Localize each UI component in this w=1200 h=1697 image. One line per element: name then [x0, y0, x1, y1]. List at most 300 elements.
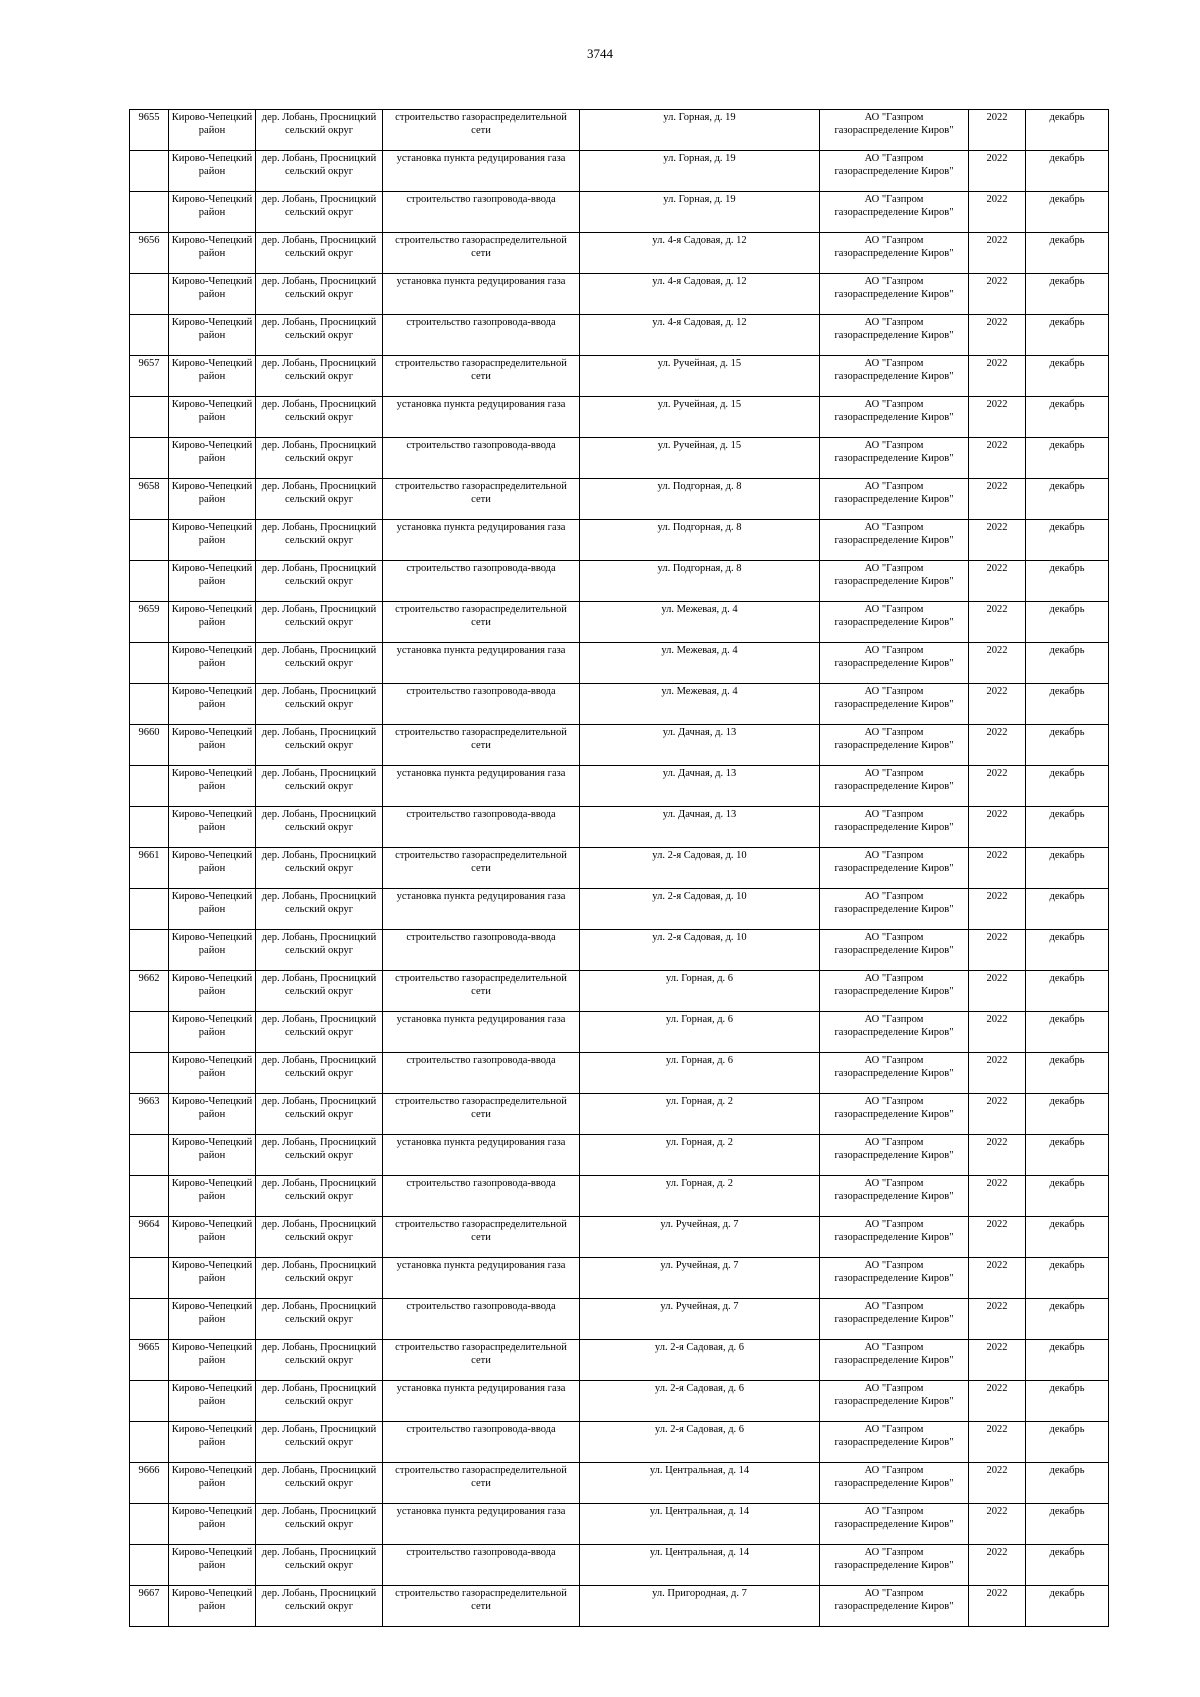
year-cell: 2022 — [969, 520, 1026, 561]
month-cell: декабрь — [1026, 807, 1109, 848]
locality-cell: дер. Лобань, Просницкий сельский округ — [256, 1586, 383, 1627]
month-cell: декабрь — [1026, 479, 1109, 520]
locality-cell: дер. Лобань, Просницкий сельский округ — [256, 1053, 383, 1094]
table-row — [130, 684, 1109, 725]
district-cell: Кирово-Чепецкий район — [169, 1299, 256, 1340]
month-cell: декабрь — [1026, 930, 1109, 971]
work-type-cell: установка пункта редуцирования газа — [383, 889, 580, 930]
year-cell: 2022 — [969, 1053, 1026, 1094]
object-number-cell — [130, 766, 169, 807]
work-type-cell: строительство газопровода-ввода — [383, 1176, 580, 1217]
organization-cell: АО "Газпром газораспределение Киров" — [820, 1094, 969, 1135]
work-type-cell: установка пункта редуцирования газа — [383, 274, 580, 315]
locality-cell: дер. Лобань, Просницкий сельский округ — [256, 971, 383, 1012]
district-cell: Кирово-Чепецкий район — [169, 848, 256, 889]
organization-cell: АО "Газпром газораспределение Киров" — [820, 1545, 969, 1586]
district-cell: Кирово-Чепецкий район — [169, 725, 256, 766]
month-cell: декабрь — [1026, 1422, 1109, 1463]
address-cell: ул. Ручейная, д. 7 — [580, 1258, 820, 1299]
address-cell: ул. 2-я Садовая, д. 10 — [580, 930, 820, 971]
month-cell: декабрь — [1026, 1340, 1109, 1381]
table-row — [130, 1381, 1109, 1422]
month-cell: декабрь — [1026, 1299, 1109, 1340]
organization-cell: АО "Газпром газораспределение Киров" — [820, 397, 969, 438]
year-cell: 2022 — [969, 1381, 1026, 1422]
organization-cell: АО "Газпром газораспределение Киров" — [820, 192, 969, 233]
object-number-cell — [130, 643, 169, 684]
organization-cell: АО "Газпром газораспределение Киров" — [820, 725, 969, 766]
object-number-cell: 9656 — [130, 233, 169, 274]
year-cell: 2022 — [969, 889, 1026, 930]
organization-cell: АО "Газпром газораспределение Киров" — [820, 1586, 969, 1627]
locality-cell: дер. Лобань, Просницкий сельский округ — [256, 315, 383, 356]
table-row — [130, 848, 1109, 889]
month-cell: декабрь — [1026, 561, 1109, 602]
year-cell: 2022 — [969, 233, 1026, 274]
year-cell: 2022 — [969, 110, 1026, 151]
object-number-cell: 9660 — [130, 725, 169, 766]
work-type-cell: установка пункта редуцирования газа — [383, 520, 580, 561]
work-type-cell: строительство газораспределительной сети — [383, 1463, 580, 1504]
object-number-cell — [130, 1381, 169, 1422]
table-row — [130, 1340, 1109, 1381]
table-row — [130, 274, 1109, 315]
work-type-cell: установка пункта редуцирования газа — [383, 1381, 580, 1422]
year-cell: 2022 — [969, 1545, 1026, 1586]
month-cell: декабрь — [1026, 1094, 1109, 1135]
locality-cell: дер. Лобань, Просницкий сельский округ — [256, 1340, 383, 1381]
object-number-cell — [130, 1258, 169, 1299]
organization-cell: АО "Газпром газораспределение Киров" — [820, 274, 969, 315]
work-type-cell: строительство газопровода-ввода — [383, 1545, 580, 1586]
organization-cell: АО "Газпром газораспределение Киров" — [820, 561, 969, 602]
work-type-cell: строительство газопровода-ввода — [383, 438, 580, 479]
month-cell: декабрь — [1026, 684, 1109, 725]
work-type-cell: строительство газораспределительной сети — [383, 971, 580, 1012]
table-row — [130, 233, 1109, 274]
locality-cell: дер. Лобань, Просницкий сельский округ — [256, 1422, 383, 1463]
month-cell: декабрь — [1026, 151, 1109, 192]
object-number-cell — [130, 807, 169, 848]
address-cell: ул. Ручейная, д. 7 — [580, 1217, 820, 1258]
organization-cell: АО "Газпром газораспределение Киров" — [820, 1176, 969, 1217]
locality-cell: дер. Лобань, Просницкий сельский округ — [256, 807, 383, 848]
work-type-cell: установка пункта редуцирования газа — [383, 643, 580, 684]
year-cell: 2022 — [969, 1299, 1026, 1340]
table-row — [130, 1176, 1109, 1217]
year-cell: 2022 — [969, 315, 1026, 356]
locality-cell: дер. Лобань, Просницкий сельский округ — [256, 1176, 383, 1217]
locality-cell: дер. Лобань, Просницкий сельский округ — [256, 479, 383, 520]
locality-cell: дер. Лобань, Просницкий сельский округ — [256, 1381, 383, 1422]
district-cell: Кирово-Чепецкий район — [169, 1012, 256, 1053]
table-row — [130, 1012, 1109, 1053]
year-cell: 2022 — [969, 397, 1026, 438]
page-number: 3744 — [587, 46, 613, 61]
table-row — [130, 1258, 1109, 1299]
address-cell: ул. 2-я Садовая, д. 6 — [580, 1422, 820, 1463]
year-cell: 2022 — [969, 1504, 1026, 1545]
address-cell: ул. Центральная, д. 14 — [580, 1545, 820, 1586]
district-cell: Кирово-Чепецкий район — [169, 233, 256, 274]
locality-cell: дер. Лобань, Просницкий сельский округ — [256, 520, 383, 561]
object-number-cell — [130, 397, 169, 438]
table-row — [130, 1094, 1109, 1135]
district-cell: Кирово-Чепецкий район — [169, 807, 256, 848]
object-number-cell — [130, 1053, 169, 1094]
district-cell: Кирово-Чепецкий район — [169, 274, 256, 315]
district-cell: Кирово-Чепецкий район — [169, 1217, 256, 1258]
address-cell: ул. Ручейная, д. 7 — [580, 1299, 820, 1340]
district-cell: Кирово-Чепецкий район — [169, 1340, 256, 1381]
object-number-cell — [130, 1176, 169, 1217]
object-number-cell: 9659 — [130, 602, 169, 643]
table-row — [130, 1053, 1109, 1094]
object-number-cell: 9664 — [130, 1217, 169, 1258]
month-cell: декабрь — [1026, 1504, 1109, 1545]
object-number-cell — [130, 889, 169, 930]
locality-cell: дер. Лобань, Просницкий сельский округ — [256, 192, 383, 233]
locality-cell: дер. Лобань, Просницкий сельский округ — [256, 438, 383, 479]
organization-cell: АО "Газпром газораспределение Киров" — [820, 1504, 969, 1545]
locality-cell: дер. Лобань, Просницкий сельский округ — [256, 1504, 383, 1545]
district-cell: Кирово-Чепецкий район — [169, 315, 256, 356]
organization-cell: АО "Газпром газораспределение Киров" — [820, 110, 969, 151]
organization-cell: АО "Газпром газораспределение Киров" — [820, 889, 969, 930]
work-type-cell: установка пункта редуцирования газа — [383, 1135, 580, 1176]
table-row — [130, 356, 1109, 397]
organization-cell: АО "Газпром газораспределение Киров" — [820, 356, 969, 397]
object-number-cell: 9661 — [130, 848, 169, 889]
table-row — [130, 438, 1109, 479]
organization-cell: АО "Газпром газораспределение Киров" — [820, 151, 969, 192]
work-type-cell: строительство газораспределительной сети — [383, 356, 580, 397]
table-row — [130, 1299, 1109, 1340]
year-cell: 2022 — [969, 561, 1026, 602]
organization-cell: АО "Газпром газораспределение Киров" — [820, 1258, 969, 1299]
work-type-cell: строительство газопровода-ввода — [383, 1053, 580, 1094]
organization-cell: АО "Газпром газораспределение Киров" — [820, 766, 969, 807]
table-row — [130, 1135, 1109, 1176]
work-type-cell: строительство газопровода-ввода — [383, 930, 580, 971]
organization-cell: АО "Газпром газораспределение Киров" — [820, 602, 969, 643]
district-cell: Кирово-Чепецкий район — [169, 479, 256, 520]
month-cell: декабрь — [1026, 1463, 1109, 1504]
organization-cell: АО "Газпром газораспределение Киров" — [820, 233, 969, 274]
month-cell: декабрь — [1026, 643, 1109, 684]
table-row — [130, 725, 1109, 766]
year-cell: 2022 — [969, 643, 1026, 684]
month-cell: декабрь — [1026, 233, 1109, 274]
registry-table — [129, 109, 1109, 1627]
organization-cell: АО "Газпром газораспределение Киров" — [820, 643, 969, 684]
address-cell: ул. Горная, д. 6 — [580, 1053, 820, 1094]
district-cell: Кирово-Чепецкий район — [169, 1176, 256, 1217]
address-cell: ул. Горная, д. 19 — [580, 192, 820, 233]
address-cell: ул. Дачная, д. 13 — [580, 725, 820, 766]
district-cell: Кирово-Чепецкий район — [169, 1381, 256, 1422]
table-row — [130, 315, 1109, 356]
district-cell: Кирово-Чепецкий район — [169, 1586, 256, 1627]
work-type-cell: строительство газопровода-ввода — [383, 1299, 580, 1340]
object-number-cell — [130, 1422, 169, 1463]
object-number-cell: 9667 — [130, 1586, 169, 1627]
locality-cell: дер. Лобань, Просницкий сельский округ — [256, 1463, 383, 1504]
month-cell: декабрь — [1026, 602, 1109, 643]
month-cell: декабрь — [1026, 397, 1109, 438]
address-cell: ул. 2-я Садовая, д. 10 — [580, 889, 820, 930]
month-cell: декабрь — [1026, 1176, 1109, 1217]
organization-cell: АО "Газпром газораспределение Киров" — [820, 1012, 969, 1053]
year-cell: 2022 — [969, 192, 1026, 233]
object-number-cell: 9663 — [130, 1094, 169, 1135]
address-cell: ул. Центральная, д. 14 — [580, 1504, 820, 1545]
year-cell: 2022 — [969, 1012, 1026, 1053]
work-type-cell: строительство газораспределительной сети — [383, 602, 580, 643]
object-number-cell — [130, 684, 169, 725]
work-type-cell: строительство газораспределительной сети — [383, 1586, 580, 1627]
organization-cell: АО "Газпром газораспределение Киров" — [820, 1422, 969, 1463]
month-cell: декабрь — [1026, 971, 1109, 1012]
address-cell: ул. Горная, д. 2 — [580, 1094, 820, 1135]
table-row — [130, 1545, 1109, 1586]
address-cell: ул. Горная, д. 19 — [580, 151, 820, 192]
table-row — [130, 561, 1109, 602]
object-number-cell — [130, 520, 169, 561]
object-number-cell — [130, 274, 169, 315]
table-row — [130, 1217, 1109, 1258]
object-number-cell: 9658 — [130, 479, 169, 520]
registry-body — [130, 110, 1109, 1627]
address-cell: ул. 2-я Садовая, д. 6 — [580, 1381, 820, 1422]
year-cell: 2022 — [969, 930, 1026, 971]
locality-cell: дер. Лобань, Просницкий сельский округ — [256, 725, 383, 766]
address-cell: ул. Горная, д. 6 — [580, 971, 820, 1012]
locality-cell: дер. Лобань, Просницкий сельский округ — [256, 356, 383, 397]
district-cell: Кирово-Чепецкий район — [169, 684, 256, 725]
organization-cell: АО "Газпром газораспределение Киров" — [820, 1381, 969, 1422]
table-row — [130, 807, 1109, 848]
address-cell: ул. Подгорная, д. 8 — [580, 520, 820, 561]
locality-cell: дер. Лобань, Просницкий сельский округ — [256, 602, 383, 643]
object-number-cell: 9666 — [130, 1463, 169, 1504]
table-row — [130, 1422, 1109, 1463]
work-type-cell: строительство газораспределительной сети — [383, 1217, 580, 1258]
address-cell: ул. Межевая, д. 4 — [580, 684, 820, 725]
object-number-cell — [130, 151, 169, 192]
district-cell: Кирово-Чепецкий район — [169, 192, 256, 233]
object-number-cell — [130, 1299, 169, 1340]
year-cell: 2022 — [969, 766, 1026, 807]
organization-cell: АО "Газпром газораспределение Киров" — [820, 848, 969, 889]
organization-cell: АО "Газпром газораспределение Киров" — [820, 315, 969, 356]
district-cell: Кирово-Чепецкий район — [169, 643, 256, 684]
address-cell: ул. Ручейная, д. 15 — [580, 397, 820, 438]
work-type-cell: строительство газораспределительной сети — [383, 848, 580, 889]
month-cell: декабрь — [1026, 889, 1109, 930]
month-cell: декабрь — [1026, 438, 1109, 479]
district-cell: Кирово-Чепецкий район — [169, 1504, 256, 1545]
object-number-cell — [130, 315, 169, 356]
month-cell: декабрь — [1026, 520, 1109, 561]
work-type-cell: строительство газопровода-ввода — [383, 315, 580, 356]
year-cell: 2022 — [969, 1586, 1026, 1627]
work-type-cell: установка пункта редуцирования газа — [383, 151, 580, 192]
address-cell: ул. Межевая, д. 4 — [580, 602, 820, 643]
district-cell: Кирово-Чепецкий район — [169, 1053, 256, 1094]
month-cell: декабрь — [1026, 1135, 1109, 1176]
table-row — [130, 110, 1109, 151]
locality-cell: дер. Лобань, Просницкий сельский округ — [256, 1012, 383, 1053]
district-cell: Кирово-Чепецкий район — [169, 930, 256, 971]
year-cell: 2022 — [969, 356, 1026, 397]
work-type-cell: установка пункта редуцирования газа — [383, 1012, 580, 1053]
locality-cell: дер. Лобань, Просницкий сельский округ — [256, 1299, 383, 1340]
table-row — [130, 889, 1109, 930]
work-type-cell: строительство газопровода-ввода — [383, 192, 580, 233]
table-row — [130, 520, 1109, 561]
address-cell: ул. Горная, д. 2 — [580, 1135, 820, 1176]
year-cell: 2022 — [969, 1094, 1026, 1135]
work-type-cell: строительство газораспределительной сети — [383, 110, 580, 151]
month-cell: декабрь — [1026, 1053, 1109, 1094]
year-cell: 2022 — [969, 848, 1026, 889]
locality-cell: дер. Лобань, Просницкий сельский округ — [256, 1135, 383, 1176]
month-cell: декабрь — [1026, 1545, 1109, 1586]
year-cell: 2022 — [969, 274, 1026, 315]
district-cell: Кирово-Чепецкий район — [169, 520, 256, 561]
work-type-cell: установка пункта редуцирования газа — [383, 397, 580, 438]
organization-cell: АО "Газпром газораспределение Киров" — [820, 930, 969, 971]
locality-cell: дер. Лобань, Просницкий сельский округ — [256, 1217, 383, 1258]
table-row — [130, 397, 1109, 438]
year-cell: 2022 — [969, 684, 1026, 725]
object-number-cell: 9662 — [130, 971, 169, 1012]
table-row — [130, 930, 1109, 971]
district-cell: Кирово-Чепецкий район — [169, 438, 256, 479]
year-cell: 2022 — [969, 1258, 1026, 1299]
locality-cell: дер. Лобань, Просницкий сельский округ — [256, 1094, 383, 1135]
table-row — [130, 1504, 1109, 1545]
locality-cell: дер. Лобань, Просницкий сельский округ — [256, 684, 383, 725]
object-number-cell — [130, 1504, 169, 1545]
organization-cell: АО "Газпром газораспределение Киров" — [820, 1053, 969, 1094]
address-cell: ул. 2-я Садовая, д. 6 — [580, 1340, 820, 1381]
locality-cell: дер. Лобань, Просницкий сельский округ — [256, 561, 383, 602]
month-cell: декабрь — [1026, 848, 1109, 889]
district-cell: Кирово-Чепецкий район — [169, 1422, 256, 1463]
locality-cell: дер. Лобань, Просницкий сельский округ — [256, 233, 383, 274]
locality-cell: дер. Лобань, Просницкий сельский округ — [256, 1545, 383, 1586]
address-cell: ул. Пригородная, д. 7 — [580, 1586, 820, 1627]
address-cell: ул. 2-я Садовая, д. 10 — [580, 848, 820, 889]
district-cell: Кирово-Чепецкий район — [169, 397, 256, 438]
work-type-cell: строительство газораспределительной сети — [383, 1094, 580, 1135]
locality-cell: дер. Лобань, Просницкий сельский округ — [256, 643, 383, 684]
year-cell: 2022 — [969, 1463, 1026, 1504]
table-row — [130, 602, 1109, 643]
locality-cell: дер. Лобань, Просницкий сельский округ — [256, 397, 383, 438]
object-number-cell — [130, 561, 169, 602]
year-cell: 2022 — [969, 479, 1026, 520]
work-type-cell: установка пункта редуцирования газа — [383, 766, 580, 807]
organization-cell: АО "Газпром газораспределение Киров" — [820, 479, 969, 520]
locality-cell: дер. Лобань, Просницкий сельский округ — [256, 848, 383, 889]
year-cell: 2022 — [969, 1340, 1026, 1381]
table-row — [130, 643, 1109, 684]
district-cell: Кирово-Чепецкий район — [169, 1463, 256, 1504]
district-cell: Кирово-Чепецкий район — [169, 356, 256, 397]
object-number-cell — [130, 1545, 169, 1586]
district-cell: Кирово-Чепецкий район — [169, 766, 256, 807]
month-cell: декабрь — [1026, 356, 1109, 397]
organization-cell: АО "Газпром газораспределение Киров" — [820, 684, 969, 725]
object-number-cell: 9665 — [130, 1340, 169, 1381]
organization-cell: АО "Газпром газораспределение Киров" — [820, 520, 969, 561]
organization-cell: АО "Газпром газораспределение Киров" — [820, 1299, 969, 1340]
month-cell: декабрь — [1026, 725, 1109, 766]
month-cell: декабрь — [1026, 192, 1109, 233]
year-cell: 2022 — [969, 438, 1026, 479]
table-row — [130, 1463, 1109, 1504]
organization-cell: АО "Газпром газораспределение Киров" — [820, 807, 969, 848]
locality-cell: дер. Лобань, Просницкий сельский округ — [256, 1258, 383, 1299]
organization-cell: АО "Газпром газораспределение Киров" — [820, 1340, 969, 1381]
work-type-cell: строительство газопровода-ввода — [383, 807, 580, 848]
district-cell: Кирово-Чепецкий район — [169, 971, 256, 1012]
address-cell: ул. Дачная, д. 13 — [580, 807, 820, 848]
work-type-cell: строительство газораспределительной сети — [383, 233, 580, 274]
object-number-cell — [130, 1012, 169, 1053]
object-number-cell — [130, 930, 169, 971]
year-cell: 2022 — [969, 725, 1026, 766]
organization-cell: АО "Газпром газораспределение Киров" — [820, 1463, 969, 1504]
work-type-cell: строительство газораспределительной сети — [383, 725, 580, 766]
object-number-cell: 9657 — [130, 356, 169, 397]
year-cell: 2022 — [969, 1422, 1026, 1463]
month-cell: декабрь — [1026, 1217, 1109, 1258]
district-cell: Кирово-Чепецкий район — [169, 602, 256, 643]
district-cell: Кирово-Чепецкий район — [169, 1258, 256, 1299]
address-cell: ул. 4-я Садовая, д. 12 — [580, 315, 820, 356]
work-type-cell: строительство газопровода-ввода — [383, 1422, 580, 1463]
year-cell: 2022 — [969, 151, 1026, 192]
address-cell: ул. 4-я Садовая, д. 12 — [580, 274, 820, 315]
work-type-cell: строительство газопровода-ввода — [383, 561, 580, 602]
work-type-cell: строительство газораспределительной сети — [383, 479, 580, 520]
year-cell: 2022 — [969, 1217, 1026, 1258]
month-cell: декабрь — [1026, 766, 1109, 807]
address-cell: ул. Дачная, д. 13 — [580, 766, 820, 807]
object-number-cell — [130, 438, 169, 479]
month-cell: декабрь — [1026, 110, 1109, 151]
month-cell: декабрь — [1026, 1586, 1109, 1627]
address-cell: ул. Ручейная, д. 15 — [580, 356, 820, 397]
address-cell: ул. Межевая, д. 4 — [580, 643, 820, 684]
district-cell: Кирово-Чепецкий район — [169, 110, 256, 151]
district-cell: Кирово-Чепецкий район — [169, 1545, 256, 1586]
object-number-cell — [130, 1135, 169, 1176]
address-cell: ул. Горная, д. 6 — [580, 1012, 820, 1053]
address-cell: ул. Горная, д. 19 — [580, 110, 820, 151]
district-cell: Кирово-Чепецкий район — [169, 1135, 256, 1176]
organization-cell: АО "Газпром газораспределение Киров" — [820, 1217, 969, 1258]
address-cell: ул. 4-я Садовая, д. 12 — [580, 233, 820, 274]
table-row — [130, 192, 1109, 233]
locality-cell: дер. Лобань, Просницкий сельский округ — [256, 889, 383, 930]
table-row — [130, 151, 1109, 192]
locality-cell: дер. Лобань, Просницкий сельский округ — [256, 274, 383, 315]
